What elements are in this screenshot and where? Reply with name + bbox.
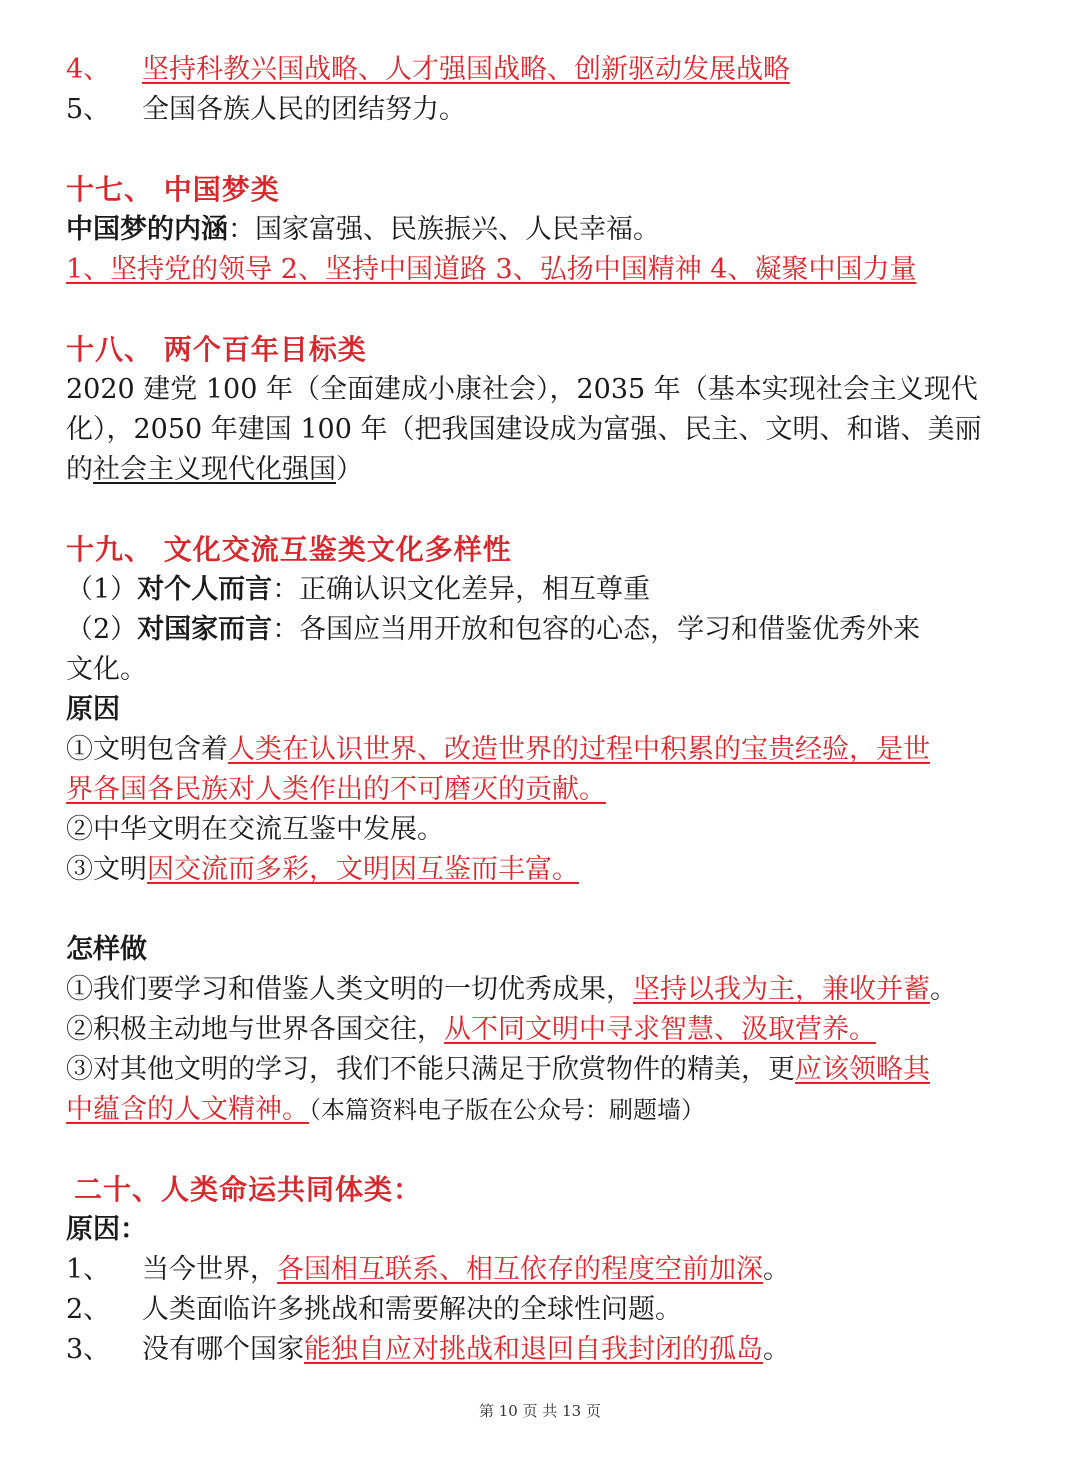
sec19-how-3-cont: 中蕴含的人文精神。（本篇资料电子版在公众号：刷题墙）: [66, 1094, 705, 1125]
page-number: 第 10 页 共 13 页: [478, 1402, 601, 1420]
sec19-how-title: 怎样做: [66, 934, 147, 965]
sec19-how-1: ①我们要学习和借鉴人类文明的一切优秀成果，坚持以我为主，兼收并蓄。: [66, 974, 957, 1005]
sec19-reason-1: ①文明包含着人类在认识世界、改造世界的过程中积累的宝贵经验，是世: [66, 734, 930, 765]
sec19-reason-title: 原因: [66, 694, 120, 725]
sec19-reason-2: ②中华文明在交流互鉴中发展。: [66, 814, 444, 845]
sec20-title: 二十、人类命运共同体类：: [74, 1173, 423, 1206]
sec16-item-4: 4、 坚持科教兴国战略、人才强国战略、创新驱动发展战略: [66, 54, 790, 85]
sec20-item-2: 2、 人类面临许多挑战和需要解决的全球性问题。: [66, 1294, 682, 1325]
sec19-point-2: （2）对国家而言：各国应当用开放和包容的心态，学习和借鉴优秀外来: [66, 614, 921, 645]
sec18-line-2: 化），2050 年建国 100 年（把我国建设成为富强、民主、文明、和谐、美丽: [66, 414, 982, 445]
sec20-item-3: 3、 没有哪个国家能独自应对挑战和退回自我封闭的孤岛。: [66, 1334, 790, 1365]
sec17-paths: 1、坚持党的领导 2、坚持中国道路 3、弘扬中国精神 4、凝聚中国力量: [66, 254, 917, 285]
sec19-point-1: （1）对个人而言：正确认识文化差异，相互尊重: [66, 574, 651, 605]
sec19-reason-1-cont: 界各国各民族对人类作出的不可磨灭的贡献。: [66, 774, 606, 805]
sec20-reason-title: 原因：: [66, 1214, 147, 1245]
sec16-item-5: 5、 全国各族人民的团结努力。: [66, 94, 466, 125]
sec20-item-1: 1、 当今世界，各国相互联系、相互依存的程度空前加深。: [66, 1254, 790, 1285]
sec17-meaning: 中国梦的内涵：国家富强、民族振兴、人民幸福。: [66, 214, 660, 245]
sec19-how-3: ③对其他文明的学习，我们不能只满足于欣赏物件的精美，更应该领略其: [66, 1054, 930, 1085]
sec19-title: 十九、 文化交流互鉴类文化多样性: [66, 533, 512, 566]
sec19-point-2-cont: 文化。: [66, 654, 147, 685]
sec18-title: 十八、 两个百年目标类: [66, 333, 367, 366]
sec19-how-2: ②积极主动地与世界各国交往，从不同文明中寻求智慧、汲取营养。: [66, 1014, 876, 1045]
sec19-reason-3: ③文明因交流而多彩，文明因互鉴而丰富。: [66, 854, 579, 885]
sec18-line-1: 2020 建党 100 年（全面建成小康社会），2035 年（基本实现社会主义现代: [66, 374, 978, 405]
sec17-title: 十七、 中国梦类: [66, 173, 280, 206]
sec18-line-3: 的社会主义现代化强国）: [66, 454, 363, 485]
